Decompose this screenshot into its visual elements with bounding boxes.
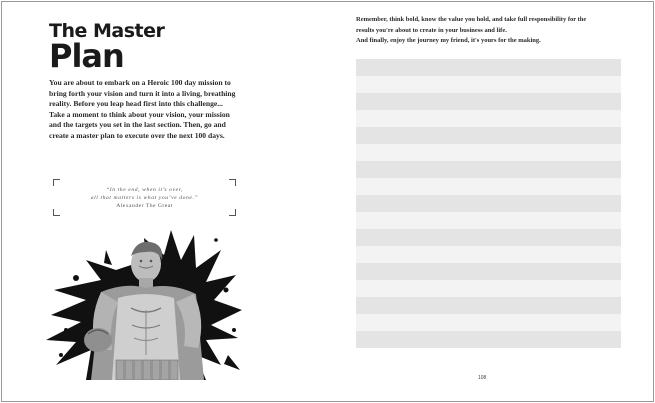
writing-line <box>356 297 621 314</box>
left-page <box>2 2 328 401</box>
writing-line <box>356 127 621 144</box>
page-title <box>49 20 165 75</box>
frame-corner-top-right <box>229 179 236 186</box>
intro-paragraph: You are about to embark on a Heroic 100 day mission to bring forth your vision and turn it into a living, breathing reality. Before you leap head first into this challenge... Take a moment to think about your vision, your mission and the targets you set in the last section. Then, go and create a master plan to execute over the next 100 days. <box>49 78 236 140</box>
writing-line <box>356 161 621 178</box>
writing-line <box>356 93 621 110</box>
frame-corner-bottom-left <box>53 209 60 216</box>
writing-line <box>356 178 621 195</box>
writing-line <box>356 280 621 297</box>
frame-corner-top-left <box>53 179 60 186</box>
page-number: 108 <box>478 375 487 381</box>
writing-line <box>356 263 621 280</box>
statue-illustration <box>46 230 242 380</box>
closing-paragraph <box>356 16 626 47</box>
quote-line-2: all that matters is what you’ve done.” <box>90 195 199 201</box>
writing-lines <box>356 59 621 355</box>
closing-line-1: Remember, think bold, know the value you hold, and take full responsibility for the <box>356 16 587 23</box>
writing-line <box>356 76 621 93</box>
title-line-2: Plan <box>49 37 124 75</box>
frame-corner-bottom-right <box>229 209 236 216</box>
quote-line-1: “In the end, when it’s over, <box>106 187 183 193</box>
closing-line-2: results you're about to create in your business and life. <box>356 26 507 34</box>
writing-line <box>356 144 621 161</box>
writing-line <box>356 212 621 229</box>
right-page <box>328 2 653 401</box>
writing-line <box>356 195 621 212</box>
quote-frame <box>53 179 236 216</box>
quote-author: Alexander The Great <box>116 203 173 209</box>
writing-line <box>356 246 621 263</box>
writing-line <box>356 331 621 348</box>
writing-line <box>356 314 621 331</box>
closing-line-3: And finally, enjoy the journey my friend, it's yours for the making. <box>356 37 541 45</box>
writing-line <box>356 110 621 127</box>
book-spread <box>1 1 654 402</box>
writing-line <box>356 59 621 76</box>
writing-line <box>356 229 621 246</box>
quote <box>53 186 236 210</box>
title-line-1: The Master <box>49 20 165 42</box>
